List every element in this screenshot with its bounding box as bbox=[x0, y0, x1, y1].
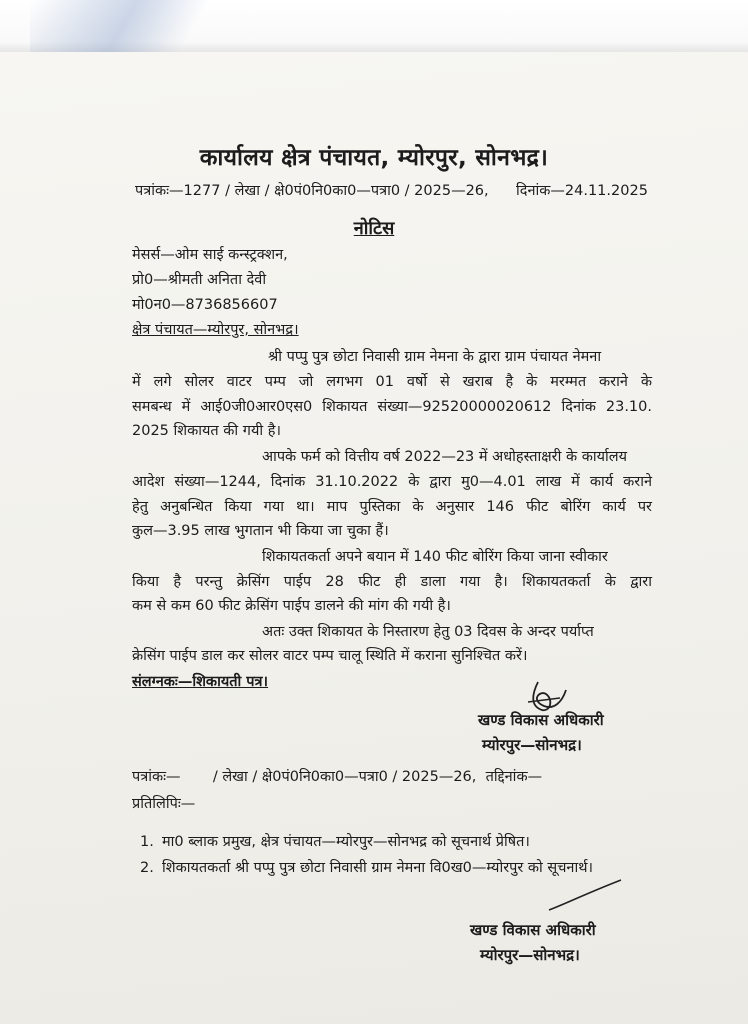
signatory-place: म्योरपुर—सोनभद्र। bbox=[480, 946, 580, 964]
paragraph-3-line-2: किया है परन्तु क्रेसिंग पाईप 28 फीट ही डाला गया है। शिकायतकर्ता के द्वारा bbox=[132, 574, 652, 590]
addressee-firm: मेसर्स—ओम साई कन्स्ट्रक्शन, bbox=[132, 247, 288, 263]
reference-number: पत्रांकः—1277 / लेखा / क्षे0पं0नि0का0—पत्रा0 / 2025—26, bbox=[135, 183, 489, 199]
signatory-title: खण्ड विकास अधिकारी bbox=[478, 711, 604, 729]
enclosure-note: संलग्नकः—शिकायती पत्र। bbox=[132, 674, 269, 690]
copy-item-number: 1. bbox=[140, 834, 154, 850]
paragraph-1-line-3: समबन्ध में आई0जी0आर0एस0 शिकायत संख्या—92520000020612 दिनांक 23.10. bbox=[132, 399, 652, 415]
copy-recipient-item bbox=[140, 830, 660, 854]
addressee-proprietor: प्रो0—श्रीमती अनिता देवी bbox=[132, 272, 267, 288]
addressee-location: क्षेत्र पंचायत—म्योरपुर, सोनभद्र। bbox=[132, 322, 299, 338]
paragraph-1-line-2: में लगे सोलर वाटर पम्प जो लगभग 01 वर्षो से खराब है के मरम्मत कराने के bbox=[132, 374, 652, 390]
paragraph-3-line-3: कम से कम 60 फीट क्रेसिंग पाईप डालने की मांग की गयी है। bbox=[132, 598, 451, 614]
paragraph-2-line-3: हेतु अनुबन्धित किया गया था। माप पुस्तिका के अनुसार 146 फीट बोरिंग कार्य पर bbox=[132, 499, 652, 515]
signatory-place: म्योरपुर—सोनभद्र। bbox=[482, 736, 582, 754]
signature-mark bbox=[545, 876, 625, 916]
paragraph-2-line-4: कुल—3.95 लाख भुगतान भी किया जा चुका हैं। bbox=[132, 523, 389, 539]
copy-item-text: शिकायतकर्ता श्री पप्पु पुत्र छोटा निवासी ग्राम नेमना वि0ख0—म्योरपुर को सूचनार्थ। bbox=[162, 860, 593, 876]
paragraph-1-line-1: श्री पप्पु पुत्र छोटा निवासी ग्राम नेमना के द्वारा ग्राम पंचायत नेमना bbox=[268, 349, 602, 365]
paragraph-1-line-4: 2025 शिकायत की गयी है। bbox=[132, 423, 281, 439]
copy-item-text: मा0 ब्लाक प्रमुख, क्षेत्र पंचायत—म्योरपुर—सोनभद्र को सूचनार्थ प्रेषित। bbox=[162, 834, 530, 850]
issue-date: दिनांक—24.11.2025 bbox=[516, 183, 648, 199]
notice-title: नोटिस bbox=[353, 218, 395, 239]
copy-label: प्रतिलिपिः— bbox=[132, 796, 196, 812]
copy-recipient-list bbox=[140, 830, 660, 882]
paragraph-2-line-1: आपके फर्म को वित्तीय वर्ष 2022—23 में अधोहस्ताक्षरी के कार्यालय bbox=[262, 449, 628, 465]
paragraph-2-line-2: आदेश संख्या—1244, दिनांक 31.10.2022 के द्वारा मु0—4.01 लाख में कार्य कराने bbox=[132, 474, 652, 490]
office-heading: कार्यालय क्षेत्र पंचायत, म्योरपुर, सोनभद्र। bbox=[199, 145, 549, 171]
paragraph-3-line-1: शिकायतकर्ता अपने बयान में 140 फीट बोरिंग किया जाना स्वीकार bbox=[262, 549, 608, 565]
copy-item-number: 2. bbox=[140, 860, 154, 876]
addressee-mobile: मो0न0—8736856607 bbox=[132, 297, 278, 313]
copy-reference: पत्रांकः— / लेखा / क्षे0पं0नि0का0—पत्रा0 / 2025—26, तद्दिनांक— bbox=[132, 769, 543, 785]
paragraph-4-line-1: अतः उक्त शिकायत के निस्तारण हेतु 03 दिवस के अन्दर पर्याप्त bbox=[262, 624, 594, 640]
paragraph-4-line-2: क्रेसिंग पाईप डाल कर सोलर वाटर पम्प चालू स्थिति में कराना सुनिश्चित करें। bbox=[132, 648, 528, 664]
signatory-title: खण्ड विकास अधिकारी bbox=[470, 921, 596, 939]
